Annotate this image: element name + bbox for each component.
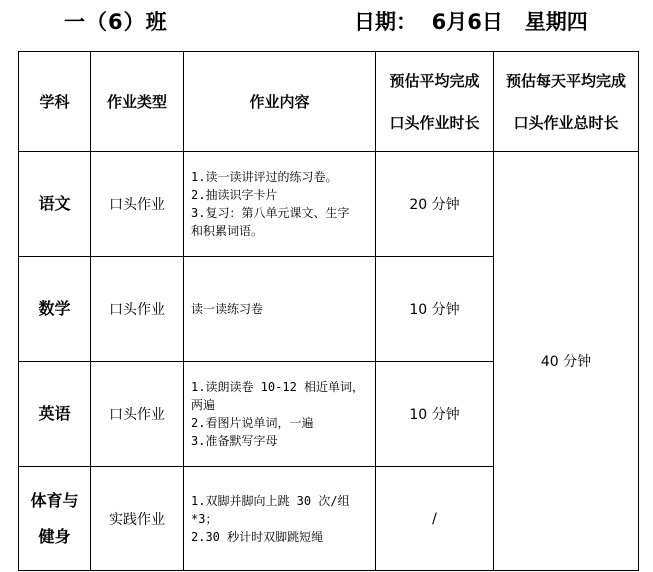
col-header-subject: 学科 [19, 52, 91, 152]
subject-label: 英语 [38, 404, 71, 423]
type-cell: 实践作业 [91, 467, 184, 571]
col-header-type: 作业类型 [91, 52, 184, 152]
col-header-total-duration-line2: 口头作业总时长 [513, 113, 619, 132]
page-header [0, 6, 653, 36]
content-line: 1.双脚并脚向上跳 30 次/组 [191, 493, 350, 508]
subject-label: 体育与 [30, 490, 79, 510]
content-line: 2.抽读识字卡片 [191, 188, 278, 202]
duration-cell: 10 分钟 [376, 257, 494, 362]
content-cell [184, 152, 376, 257]
content-cell [184, 257, 376, 362]
col-header-avg-duration-line2: 口头作业时长 [389, 113, 480, 132]
duration-cell: 10 分钟 [376, 362, 494, 467]
homework-table [18, 51, 639, 571]
col-header-total-duration [494, 52, 639, 152]
type-cell: 口头作业 [91, 152, 184, 257]
table-header-row [19, 52, 639, 152]
content-line: 1.读一读讲评过的练习卷。 [191, 170, 338, 184]
subject-cell [19, 257, 91, 362]
total-duration-cell: 40 分钟 [494, 152, 639, 571]
table-row [19, 152, 639, 257]
content-line: 3.准备默写字母 [191, 434, 278, 448]
col-header-total-duration-line1: 预估每天平均完成 [505, 71, 626, 90]
duration-cell: 20 分钟 [376, 152, 494, 257]
content-line: 和积累词语。 [191, 224, 264, 238]
content-cell [184, 362, 376, 467]
subject-cell [19, 152, 91, 257]
subject-label: 数学 [38, 299, 71, 318]
type-cell: 口头作业 [91, 362, 184, 467]
content-line: 2.看图片说单词，一遍 [191, 416, 314, 430]
duration-cell: / [376, 467, 494, 571]
subject-label: 健身 [38, 526, 71, 546]
content-line: 1.读朗读卷 10-12 相近单词， [191, 380, 365, 394]
subject-cell [19, 467, 91, 571]
col-header-avg-duration [376, 52, 494, 152]
content-line: 2.30 秒计时双脚跳短绳 [191, 529, 324, 544]
content-cell [184, 467, 376, 571]
content-line: *3； [191, 511, 218, 526]
content-line: 读一读练习卷 [191, 302, 264, 316]
col-header-content: 作业内容 [184, 52, 376, 152]
subject-label: 语文 [38, 194, 71, 213]
content-line: 两遍 [191, 398, 216, 412]
class-title: 一（6）班 [64, 10, 168, 34]
subject-cell [19, 362, 91, 467]
content-line: 3.复习：第八单元课文、生字 [191, 206, 350, 220]
col-header-avg-duration-line1: 预估平均完成 [389, 71, 480, 90]
type-cell: 口头作业 [91, 257, 184, 362]
date-label: 日期： 6月6日 星期四 [354, 10, 588, 34]
